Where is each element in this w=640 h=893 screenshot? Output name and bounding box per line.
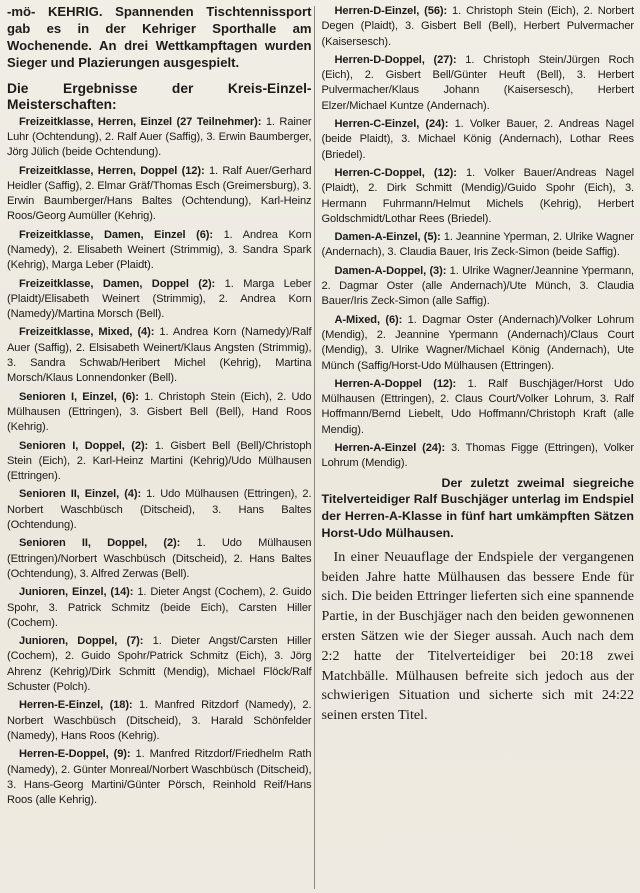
result-entry-label: Freizeitklasse, Damen, Einzel (6):	[19, 228, 213, 241]
result-entry-label: Junioren, Einzel, (14):	[19, 586, 134, 599]
result-entry	[7, 390, 312, 436]
result-entry	[7, 439, 312, 485]
result-entry	[322, 264, 635, 310]
result-entry-label: A-Mixed, (6):	[334, 313, 403, 326]
result-entry	[7, 277, 312, 323]
result-entry-label: Junioren, Doppel, (7):	[19, 635, 144, 648]
result-entry-text: 1. Ulrike Wagner/Jeannine Ypermann, 2. Dagmar Oster (alle Andernach)/Ute Münch, 3. Claudia Bauer/Iris Zeck-Simon (alle Saffig).	[321, 264, 634, 308]
result-entry-text: 1. Christoph Stein/Jürgen Roch (Eich), 2. Gisbert Bell/Günter Heuft (Bell), 3. Herbert Pulvermacher/Klaus Johann (Kaisersesch), Herbert Elzer/Michael Kuntze (Andernach).	[321, 53, 634, 112]
result-entry	[322, 313, 635, 374]
result-entry	[7, 115, 312, 161]
result-entry	[7, 536, 312, 582]
result-entry-text: 1. Dagmar Oster (Andernach)/Volker Lohrum (Mendig), 2. Jeannine Ypermann (Andernach)/Claus Court (Mendig), 3. Ulrike Wagner/Michael König (Andernach), Ute Münch (Saffig/Horst-Udo Mülhausen (Ettringen).	[321, 313, 634, 372]
result-entry	[7, 698, 312, 744]
result-entry	[322, 53, 635, 114]
result-entry-label: Herren-E-Doppel, (9):	[19, 748, 131, 761]
result-entry-text: 1. Udo Mülhausen (Ettringen), 2. Norbert Waschbüsch (Ditscheid), 3. Hans Baltes (Ochtendung).	[7, 488, 312, 532]
result-entry	[7, 325, 312, 386]
result-entry-text: 1. Christoph Stein (Eich), 2. Norbert Degen (Plaidt), 3. Gisbert Bell (Bell), Herbert Pulvermacher (Kaisersesch).	[321, 5, 634, 48]
result-entry	[322, 117, 635, 163]
result-entry-label: Senioren I, Doppel, (2):	[19, 439, 149, 452]
right-results-list	[322, 4, 635, 472]
article-intro-text: Spannenden Tischtennissport gab es in der Kehriger Sporthalle am Wochenende. An drei Wettkampftagen wurden Sieger und Plazierungen ausgespielt.	[7, 4, 312, 70]
result-entry-text: 1. Manfred Ritzdorf (Namedy), 2. Norbert Waschbüsch (Ditscheid), 3. Harald Schönfelder (Namedy), Hans Roos (Kehrig).	[7, 699, 312, 742]
right-column	[322, 4, 635, 893]
left-results-list	[7, 115, 312, 809]
result-entry-text: 1. Gisbert Bell (Bell)/Christoph Stein (Eich), 2. Karl-Heinz Martini (Kehrig)/Udo Mülhausen (Ettringen).	[7, 439, 312, 483]
result-entry-label: Herren-E-Einzel, (18):	[19, 699, 133, 712]
result-entry-text: 1. Dieter Angst (Cochem), 2. Guido Spohr, 3. Patrick Schmitz (beide Eich), Carsten Hiller (Cochem).	[7, 586, 312, 629]
result-entry-text: 1. Rainer Luhr (Ochtendung), 2. Ralf Auer (Saffig), 3. Erwin Baumberger, Jörg Jülich (beide Ochtendung).	[7, 115, 312, 159]
result-entry-label: Damen-A-Einzel, (5):	[334, 231, 441, 244]
result-entry-label: Freizeitklasse, Herren, Doppel (12):	[19, 164, 205, 177]
result-entry	[7, 164, 312, 225]
result-entry-label: Herren-C-Einzel, (24):	[334, 118, 449, 131]
result-entry	[7, 747, 312, 808]
column-divider	[314, 6, 315, 889]
result-entry	[322, 166, 635, 227]
article-body: In einer Neuauflage der Endspiele der vergangenen beiden Jahre hatte Mülhausen das bessere Ende für sich. Die beiden Ettringer lieferten sich eine spannende Partie, in der Buschjäger nach den beiden gewonnenen ersten Sätzen wie der Sieger aussah. Auch nach dem 2:2 hatte der Titelverteidiger bei 20:18 zwei Matchbälle. Mülhausen befreite sich jedoch aus der schwierigen Situation und sicherte sich mit 24:22 seinen ersten Titel.	[321, 548, 634, 724]
result-entry	[322, 377, 635, 438]
result-entry	[7, 487, 312, 533]
result-entry-label: Damen-A-Doppel, (3):	[334, 264, 447, 277]
result-entry-text: 1. Manfred Ritzdorf/Friedhelm Rath (Namedy), 2. Günter Monreal/Norbert Waschbüsch (Ditscheid), 3. Hans-Georg Martini/Günter Pörsch, Reinhold Reif/Hans Roos (alle Kehrig).	[7, 748, 312, 807]
result-entry	[322, 230, 635, 261]
article-kicker: -mö- KEHRIG.	[7, 4, 103, 19]
result-entry-label: Freizeitklasse, Herren, Einzel (27 Teilnehmer):	[19, 115, 262, 128]
result-entry	[322, 4, 635, 50]
result-entry	[322, 441, 635, 472]
result-entry	[7, 634, 312, 695]
result-entry-label: Herren-D-Doppel, (27):	[334, 53, 457, 66]
result-entry-label: Herren-A-Einzel (24):	[334, 442, 446, 455]
results-heading: Die Ergebnisse der Kreis-Einzel-Meisterschaften:	[7, 80, 312, 113]
result-entry-label: Senioren II, Doppel, (2):	[19, 537, 181, 550]
result-entry-text: 1. Dieter Angst/Carsten Hiller (Cochem), 2. Guido Spohr/Patrick Schmitz (Eich), 3. Jörg Ahrenz (Kehrig)/Dirk Schmitt (Mendig), Michael Flöck/Ralf Schuster (Polch).	[7, 635, 312, 694]
article-intro	[7, 4, 312, 72]
result-entry-text: 1. Volker Bauer/Andreas Nagel (Plaidt), 2. Dirk Schmitt (Mendig)/Guido Spohr (Eich), 3. Hermann Fuhrmann/Helmut Michels (Kehrig), Herbert Goldschmidt/Lothar Rees (Briedel).	[321, 166, 634, 225]
result-entry-text: 1. Andrea Korn (Namedy)/Ralf Auer (Saffig), 2. Elsisabeth Weinert/Klaus Angsten (Strimmig), 3. Sandra Schwab/Heribert Michel (Kehrig), Martina Morsch/Klaus Lonnendonker (Bell).	[7, 326, 312, 385]
result-entry-text: 1. Marga Leber (Plaidt)/Elisabeth Weinert (Strimmig), 2. Andrea Korn (Namedy)/Martina Morsch (Bell).	[7, 277, 312, 321]
result-entry-text: 1. Ralf Buschjäger/Horst Udo Mülhausen (Ettringen), 2. Claus Court/Volker Lohrum, 3. Ralf Hoffmann/Bernd Liebelt, Udo Hoffmann/Christoph Kraft (alle Mendig).	[321, 377, 634, 436]
result-entry-text: 1. Jeannine Yperman, 2. Ulrike Wagner (Andernach), 3. Claudia Bauer, Iris Zeck-Simon (beide Saffig).	[321, 231, 634, 259]
result-entry-text: 1. Ralf Auer/Gerhard Heidler (Saffig), 2. Elmar Gräf/Thomas Esch (Greimersburg), 3. Erwin Baumberger/Hans Baltes (Ochtendung), Karl-Heinz Roos/Georg Aumüller (Kehrig).	[7, 164, 312, 223]
result-entry-text: 1. Andrea Korn (Namedy), 2. Elisabeth Weinert (Strimmig), 3. Sandra Spark (Kehrig), Marga Leber (Plaidt).	[7, 228, 312, 272]
result-entry-text: 1. Christoph Stein (Eich), 2. Udo Mülhausen (Ettringen), 3. Gisbert Bell (Bell), Hand Roos (Kehrig).	[7, 390, 312, 434]
result-entry-text: 1. Volker Bauer, 2. Andreas Nagel (beide Plaidt), 3. Michael König (Andernach), Lothar Rees (Briedel).	[321, 118, 635, 161]
result-entry-label: Freizeitklasse, Mixed, (4):	[19, 326, 155, 339]
result-entry-label: Herren-D-Einzel, (56):	[334, 5, 448, 17]
result-entry-label: Herren-A-Doppel (12):	[334, 377, 457, 390]
result-entry-label: Freizeitklasse, Damen, Doppel (2):	[19, 277, 216, 290]
result-entry-label: Senioren I, Einzel, (6):	[19, 390, 139, 403]
result-entry-label: Senioren II, Einzel, (4):	[19, 488, 142, 501]
left-column	[7, 4, 312, 893]
article-highlight: Der zuletzt zweimal siegreiche Titelverteidiger Ralf Buschjäger unterlag im Endspiel der Herren-A-Klasse in fünf hart umkämpften Sätzen Horst-Udo Mülhausen.	[321, 475, 634, 540]
result-entry	[7, 585, 312, 631]
result-entry	[7, 228, 312, 274]
result-entry-label: Herren-C-Doppel, (12):	[334, 166, 457, 179]
result-entry-text: 1. Udo Mülhausen (Ettringen)/Norbert Waschbüsch (Ditscheid), 2. Hans Baltes (Ochtendung), 3. Alfred Zerwas (Bell).	[7, 537, 312, 580]
result-entry-text: 3. Thomas Figge (Ettringen), Volker Lohrum (Mendig).	[321, 442, 634, 470]
